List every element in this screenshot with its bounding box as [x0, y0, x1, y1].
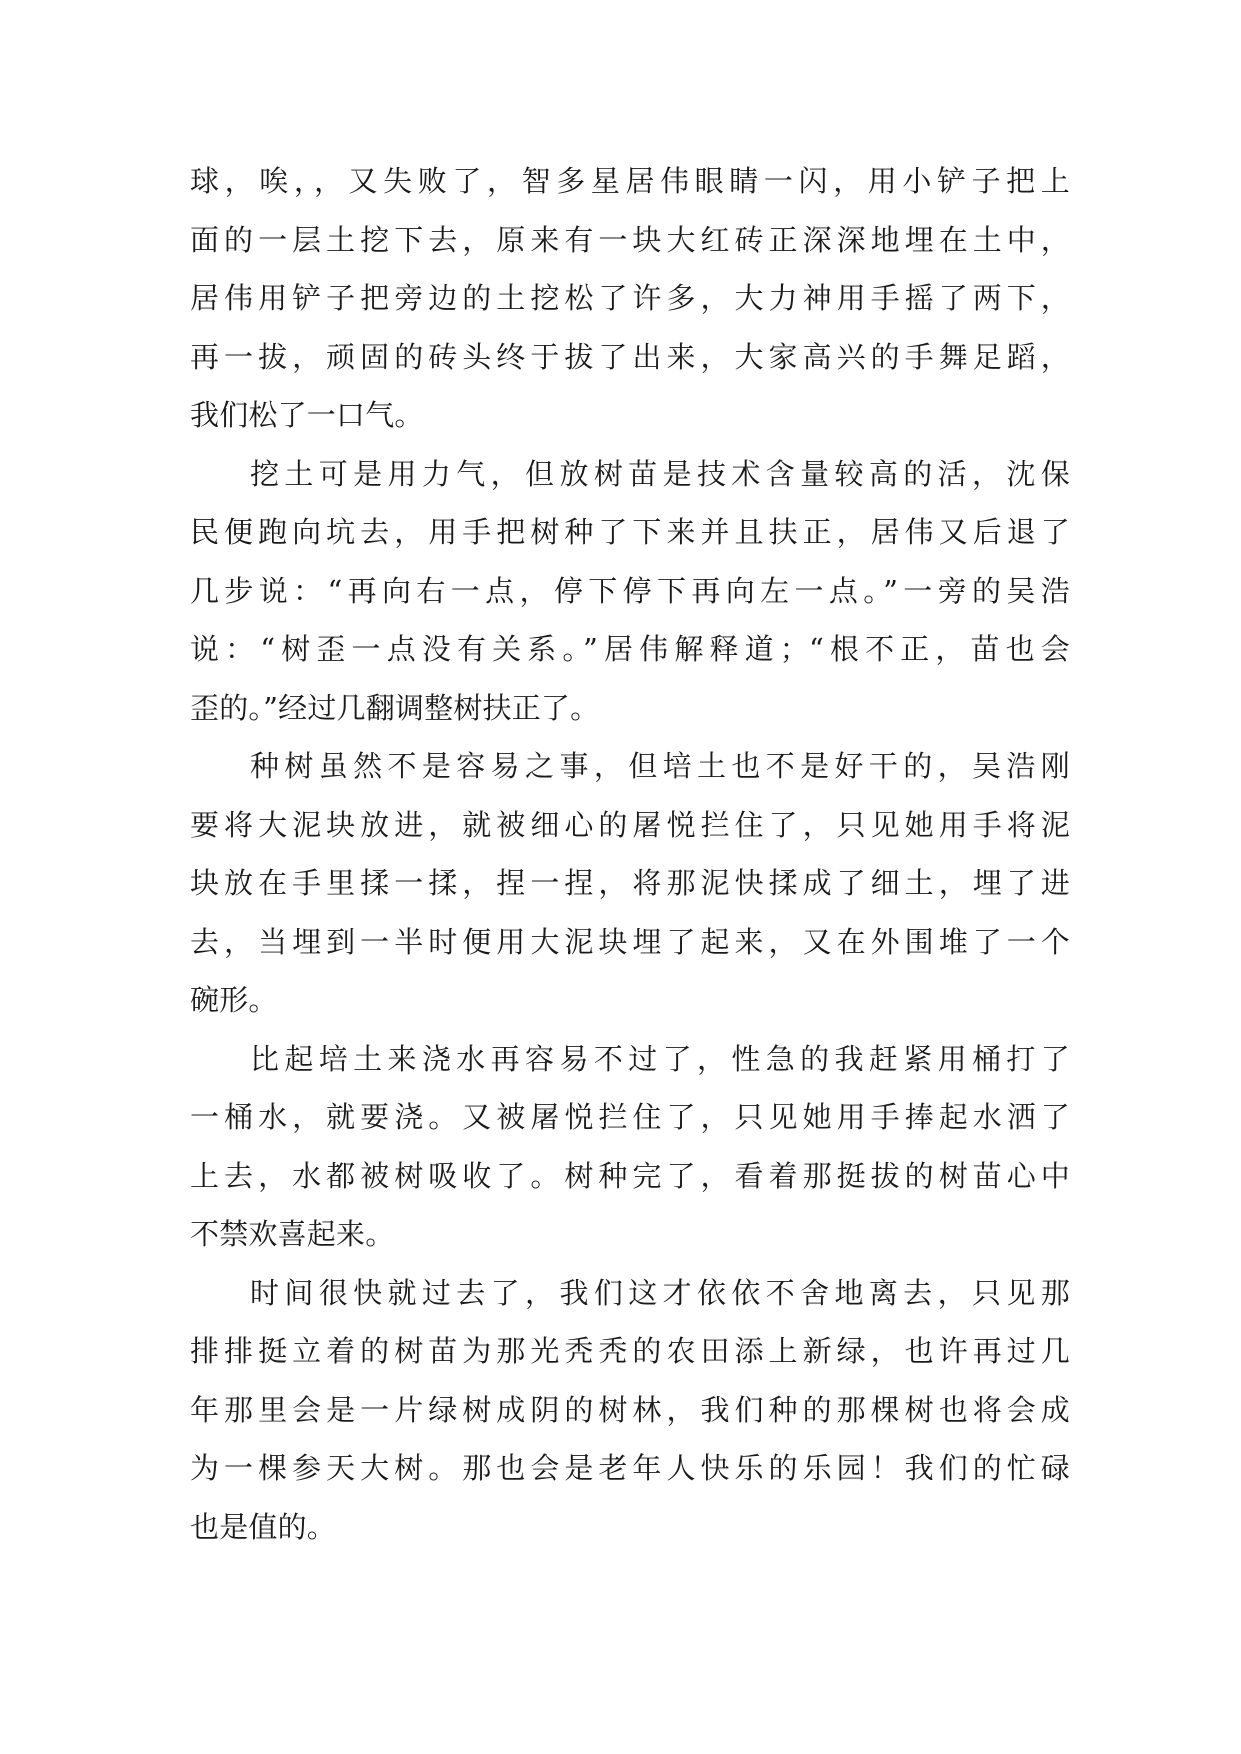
text-line: 要将大泥块放进，就被细心的屠悦拦住了，只见她用手将泥: [190, 807, 1070, 842]
text-line: 不禁欢喜起来。: [190, 1217, 395, 1251]
text-line: 说：“树歪一点没有关系。”居伟解释道；“根不正，苗也会: [190, 632, 1070, 666]
text-line: 球，唉，，又失败了，智多星居伟眼睛一闪，用小铲子把上: [190, 164, 1070, 198]
text-line: 也是值的。: [190, 1509, 337, 1544]
paragraph: [190, 1030, 1070, 1264]
text-line: 比起培土来浇水再容易不过了，性急的我赶紧用桶打了: [250, 1041, 1070, 1076]
document-body: [190, 152, 1070, 1556]
text-line: 年那里会是一片绿树成阴的树林，我们种的那棵树也将会成: [190, 1392, 1070, 1427]
text-line: 块放在手里揉一揉，捏一捏，将那泥快揉成了细土，埋了进: [190, 866, 1070, 900]
paragraph: [190, 1264, 1070, 1557]
text-line: 我们松了一口气。: [190, 398, 424, 432]
text-line: 再一拔，顽固的砖头终于拔了出来，大家高兴的手舞足蹈，: [190, 339, 1070, 374]
text-line: 居伟用铲子把旁边的土挖松了许多，大力神用手摇了两下，: [190, 281, 1070, 315]
text-line: 歪的。”经过几翻调整树扶正了。: [190, 690, 600, 725]
text-line: 一桶水，就要浇。又被屠悦拦住了，只见她用手捧起水洒了: [190, 1100, 1070, 1134]
text-line: 民便跑向坑去，用手把树种了下来并且扶正，居伟又后退了: [190, 515, 1070, 549]
paragraph: [190, 737, 1070, 1030]
text-line: 时间很快就过去了，我们这才依依不舍地离去，只见那: [250, 1275, 1070, 1310]
text-line: 排排挺立着的树苗为那光秃秃的农田添上新绿，也许再过几: [190, 1334, 1070, 1368]
text-line: 去，当埋到一半时便用大泥块埋了起来，又在外围堆了一个: [190, 924, 1070, 959]
text-line: 挖土可是用力气，但放树苗是技术含量较高的活，沈保: [250, 456, 1070, 491]
text-line: 种树虽然不是容易之事，但培土也不是好干的，吴浩刚: [250, 749, 1070, 783]
paragraph: [190, 445, 1070, 738]
text-line: 上去，水都被树吸收了。树种完了，看着那挺拔的树苗心中: [190, 1158, 1070, 1193]
text-line: 几步说：“再向右一点，停下停下再向左一点。”一旁的吴浩: [190, 573, 1070, 608]
paragraph: [190, 152, 1070, 445]
text-line: 碗形。: [190, 983, 278, 1017]
text-line: 面的一层土挖下去，原来有一块大红砖正深深地埋在土中，: [190, 222, 1070, 257]
text-line: 为一棵参天大树。那也会是老年人快乐的乐园！我们的忙碌: [190, 1451, 1070, 1485]
